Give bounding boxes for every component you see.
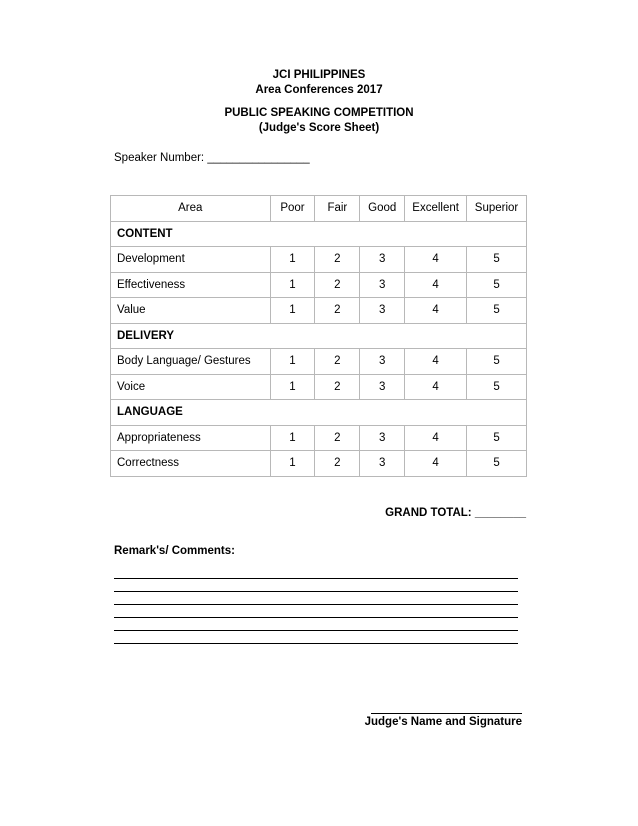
section-title: CONTENT: [111, 221, 527, 247]
table-row: [111, 272, 527, 298]
table-row: [111, 349, 527, 375]
score-option[interactable]: 3: [360, 349, 405, 375]
remarks-line[interactable]: [114, 630, 518, 631]
table-row: [111, 451, 527, 477]
criterion-label: Effectiveness: [111, 272, 271, 298]
table-row: [111, 298, 527, 324]
signature-label: Judge's Name and Signature: [364, 716, 522, 728]
score-option[interactable]: 4: [405, 247, 467, 273]
score-option[interactable]: 2: [315, 272, 360, 298]
score-option[interactable]: 1: [270, 451, 315, 477]
score-option[interactable]: 5: [467, 247, 527, 273]
score-option[interactable]: 3: [360, 374, 405, 400]
score-option[interactable]: 3: [360, 247, 405, 273]
score-option[interactable]: 2: [315, 349, 360, 375]
score-option[interactable]: 4: [405, 451, 467, 477]
score-option[interactable]: 5: [467, 272, 527, 298]
score-option[interactable]: 4: [405, 272, 467, 298]
sheet-title: (Judge's Score Sheet): [258, 122, 380, 134]
header-poor: Poor: [270, 196, 315, 222]
score-option[interactable]: 2: [315, 374, 360, 400]
score-option[interactable]: 3: [360, 298, 405, 324]
score-option[interactable]: 3: [360, 451, 405, 477]
score-option[interactable]: 4: [405, 374, 467, 400]
score-option[interactable]: 2: [315, 247, 360, 273]
criterion-label: Value: [111, 298, 271, 324]
table-row: [111, 247, 527, 273]
score-option[interactable]: 2: [315, 425, 360, 451]
speaker-number-field[interactable]: Speaker Number: ________________: [114, 152, 310, 164]
event-name: Area Conferences 2017: [255, 84, 383, 96]
criterion-label: Development: [111, 247, 271, 273]
criterion-label: Body Language/ Gestures: [111, 349, 271, 375]
score-option[interactable]: 1: [270, 247, 315, 273]
competition-title: PUBLIC SPEAKING COMPETITION: [224, 107, 414, 119]
remarks-line[interactable]: [114, 591, 518, 592]
header-good: Good: [360, 196, 405, 222]
score-option[interactable]: 2: [315, 298, 360, 324]
table-row: [111, 374, 527, 400]
criterion-label: Correctness: [111, 451, 271, 477]
remarks-line[interactable]: [114, 643, 518, 644]
score-option[interactable]: 5: [467, 451, 527, 477]
remarks-line[interactable]: [114, 604, 518, 605]
score-option[interactable]: 5: [467, 374, 527, 400]
score-option[interactable]: 3: [360, 272, 405, 298]
score-option[interactable]: 4: [405, 298, 467, 324]
section-row: [111, 221, 527, 247]
section-title: DELIVERY: [111, 323, 527, 349]
signature-line[interactable]: [371, 713, 522, 714]
remarks-line[interactable]: [114, 578, 518, 579]
section-row: [111, 400, 527, 426]
score-option[interactable]: 1: [270, 425, 315, 451]
table-header-row: [111, 196, 527, 222]
score-option[interactable]: 3: [360, 425, 405, 451]
header-excellent: Excellent: [405, 196, 467, 222]
score-option[interactable]: 5: [467, 425, 527, 451]
header-area: Area: [111, 196, 271, 222]
remarks-label: Remark's/ Comments:: [114, 545, 235, 557]
section-title: LANGUAGE: [111, 400, 527, 426]
score-option[interactable]: 1: [270, 272, 315, 298]
table-row: [111, 425, 527, 451]
score-option[interactable]: 1: [270, 298, 315, 324]
criterion-label: Appropriateness: [111, 425, 271, 451]
score-option[interactable]: 4: [405, 349, 467, 375]
criterion-label: Voice: [111, 374, 271, 400]
header-superior: Superior: [467, 196, 527, 222]
score-option[interactable]: 4: [405, 425, 467, 451]
document-subheader: [0, 106, 638, 136]
score-table: [110, 195, 527, 477]
document-header: [0, 68, 638, 98]
org-name: JCI PHILIPPINES: [272, 69, 366, 81]
score-option[interactable]: 5: [467, 349, 527, 375]
grand-total-field[interactable]: GRAND TOTAL: ________: [385, 507, 526, 519]
remarks-line[interactable]: [114, 617, 518, 618]
header-fair: Fair: [315, 196, 360, 222]
score-option[interactable]: 1: [270, 374, 315, 400]
score-option[interactable]: 1: [270, 349, 315, 375]
score-option[interactable]: 5: [467, 298, 527, 324]
score-option[interactable]: 2: [315, 451, 360, 477]
section-row: [111, 323, 527, 349]
